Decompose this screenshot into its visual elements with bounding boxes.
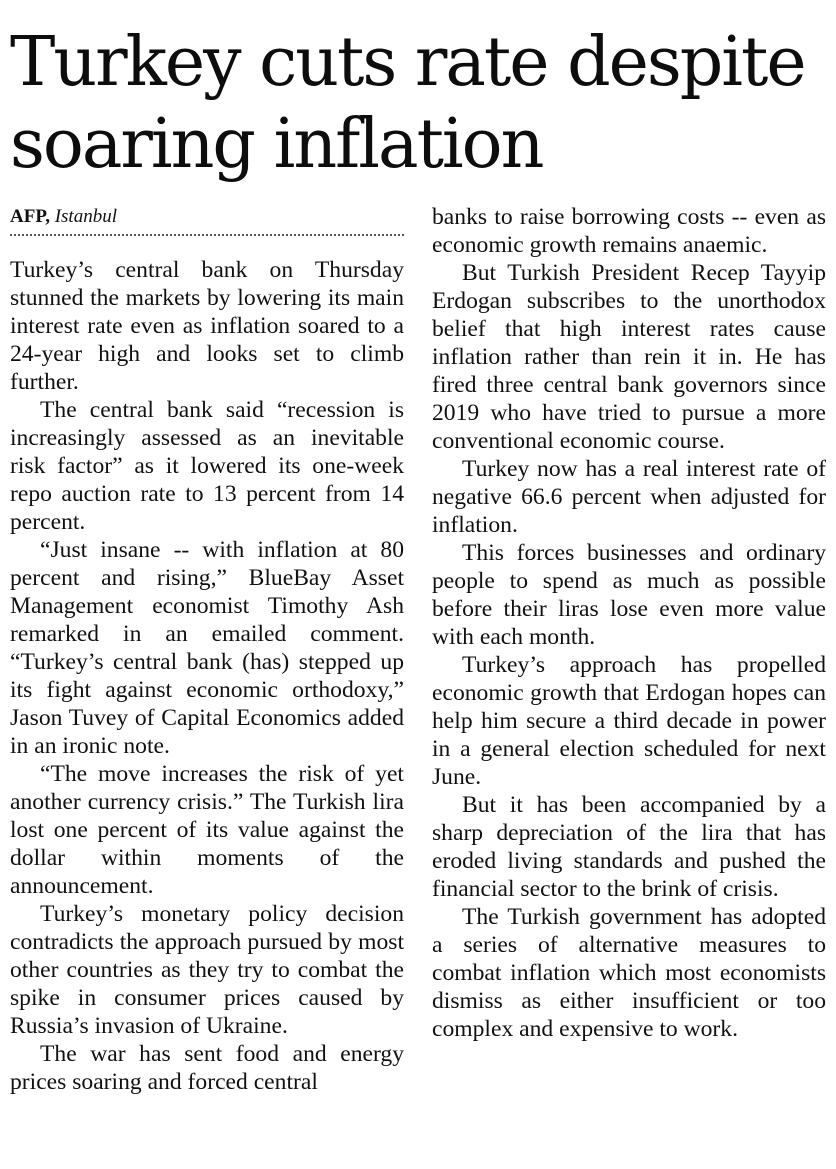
article-column-left	[10, 203, 404, 1096]
byline	[10, 203, 404, 236]
paragraph: But Turkish President Recep Tayyip Erdogan subscribes to the unorthodox belief that high interest rates cause inflation rather than rein it in. He has fired three central bank governors since 2019 who have tried to pursue a more conventional economic course.	[432, 260, 826, 454]
paragraph: Turkey now has a real interest rate of negative 66.6 percent when adjusted for inflation.	[432, 456, 826, 538]
paragraph: Turkey’s monetary policy decision contradicts the approach pursued by most other countries as they try to combat the spike in consumer prices caused by Russia’s invasion of Ukraine.	[10, 901, 404, 1039]
headline: Turkey cuts rate despite soaring inflation	[10, 23, 805, 184]
paragraph: But it has been accompanied by a sharp depreciation of the lira that has eroded living standards and pushed the financial sector to the brink of crisis.	[432, 792, 826, 902]
paragraph: Turkey’s central bank on Thursday stunned the markets by lowering its main interest rate even as inflation soared to a 24-year high and looks set to climb further.	[10, 257, 404, 395]
paragraph: banks to raise borrowing costs -- even as economic growth remains anaemic.	[432, 204, 826, 258]
byline-location: Istanbul	[54, 206, 117, 227]
paragraph: This forces businesses and ordinary people to spend as much as possible before their liras lose even more value with each month.	[432, 540, 826, 650]
paragraph: Turkey’s approach has propelled economic growth that Erdogan hopes can help him secure a third decade in power in a general election scheduled for next June.	[432, 652, 826, 790]
article-column-right	[432, 203, 826, 1043]
byline-agency: AFP,	[10, 206, 50, 227]
paragraph: “The move increases the risk of yet another currency crisis.” The Turkish lira lost one percent of its value against the dollar within moments of the announcement.	[10, 761, 404, 899]
paragraph: The Turkish government has adopted a series of alternative measures to combat inflation which most economists dismiss as either insufficient or too complex and expensive to work.	[432, 904, 826, 1042]
paragraph: The central bank said “recession is increasingly assessed as an inevitable risk factor” as it lowered its one-week repo auction rate to 13 percent from 14 percent.	[10, 397, 404, 535]
paragraph: The war has sent food and energy prices soaring and forced central	[10, 1041, 404, 1095]
paragraph: “Just insane -- with inflation at 80 percent and rising,” BlueBay Asset Management economist Timothy Ash remarked in an emailed comment. “Turkey’s central bank (has) stepped up its fight against economic orthodoxy,” Jason Tuvey of Capital Economics added in an ironic note.	[10, 537, 404, 759]
